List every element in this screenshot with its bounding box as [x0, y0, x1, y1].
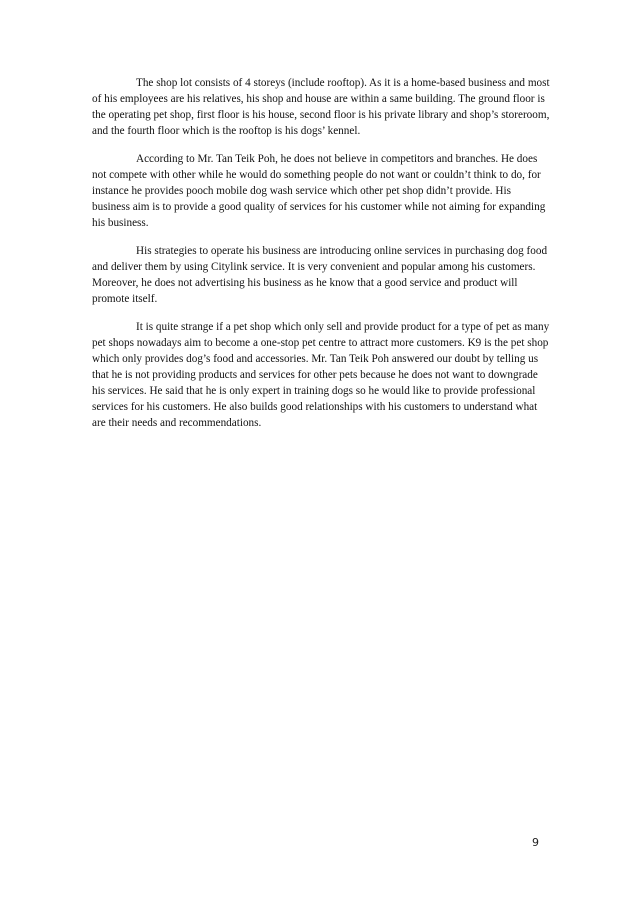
paragraph-building-description: The shop lot consists of 4 storeys (include rooftop). As it is a home-based business and most of his employees are his relatives, his shop and house are within a same building. The ground floor is the operating pet shop, first floor is his house, second floor is his private library and shop’s storeroom, and the fourth floor which is the rooftop is his dogs’ kennel.	[92, 77, 550, 137]
paragraph-competitors: According to Mr. Tan Teik Poh, he does not believe in competitors and branches. He does not compete with other while he would do something people do not want or couldn’t think to do, for instance he provides pooch mobile dog wash service which other pet shop didn’t provide. His business aim is to provide a good quality of services for his customer while not aiming for expanding his business.	[92, 153, 546, 229]
page-number: 9	[532, 836, 539, 849]
paragraph-strategies: His strategies to operate his business are introducing online services in purchasing dog food and deliver them by using Citylink service. It is very convenient and popular among his customers. Moreover, he does not advertising his business as he know that a good service and product will promote itself.	[92, 245, 548, 305]
body-text	[92, 75, 550, 443]
paragraph-specialization: It is quite strange if a pet shop which only sell and provide product for a type of pet as many pet shops nowadays aim to become a one-stop pet centre to attract more customers. K9 is the pet shop which only provides dog’s food and accessories. Mr. Tan Teik Poh answered our doubt by telling us that he is not providing products and services for other pets because he does not want to downgrade his services. He said that he is only expert in training dogs so he would like to provide professional services for his customers. He also builds good relationships with his customers to understand what are their needs and recommendations.	[92, 321, 550, 429]
